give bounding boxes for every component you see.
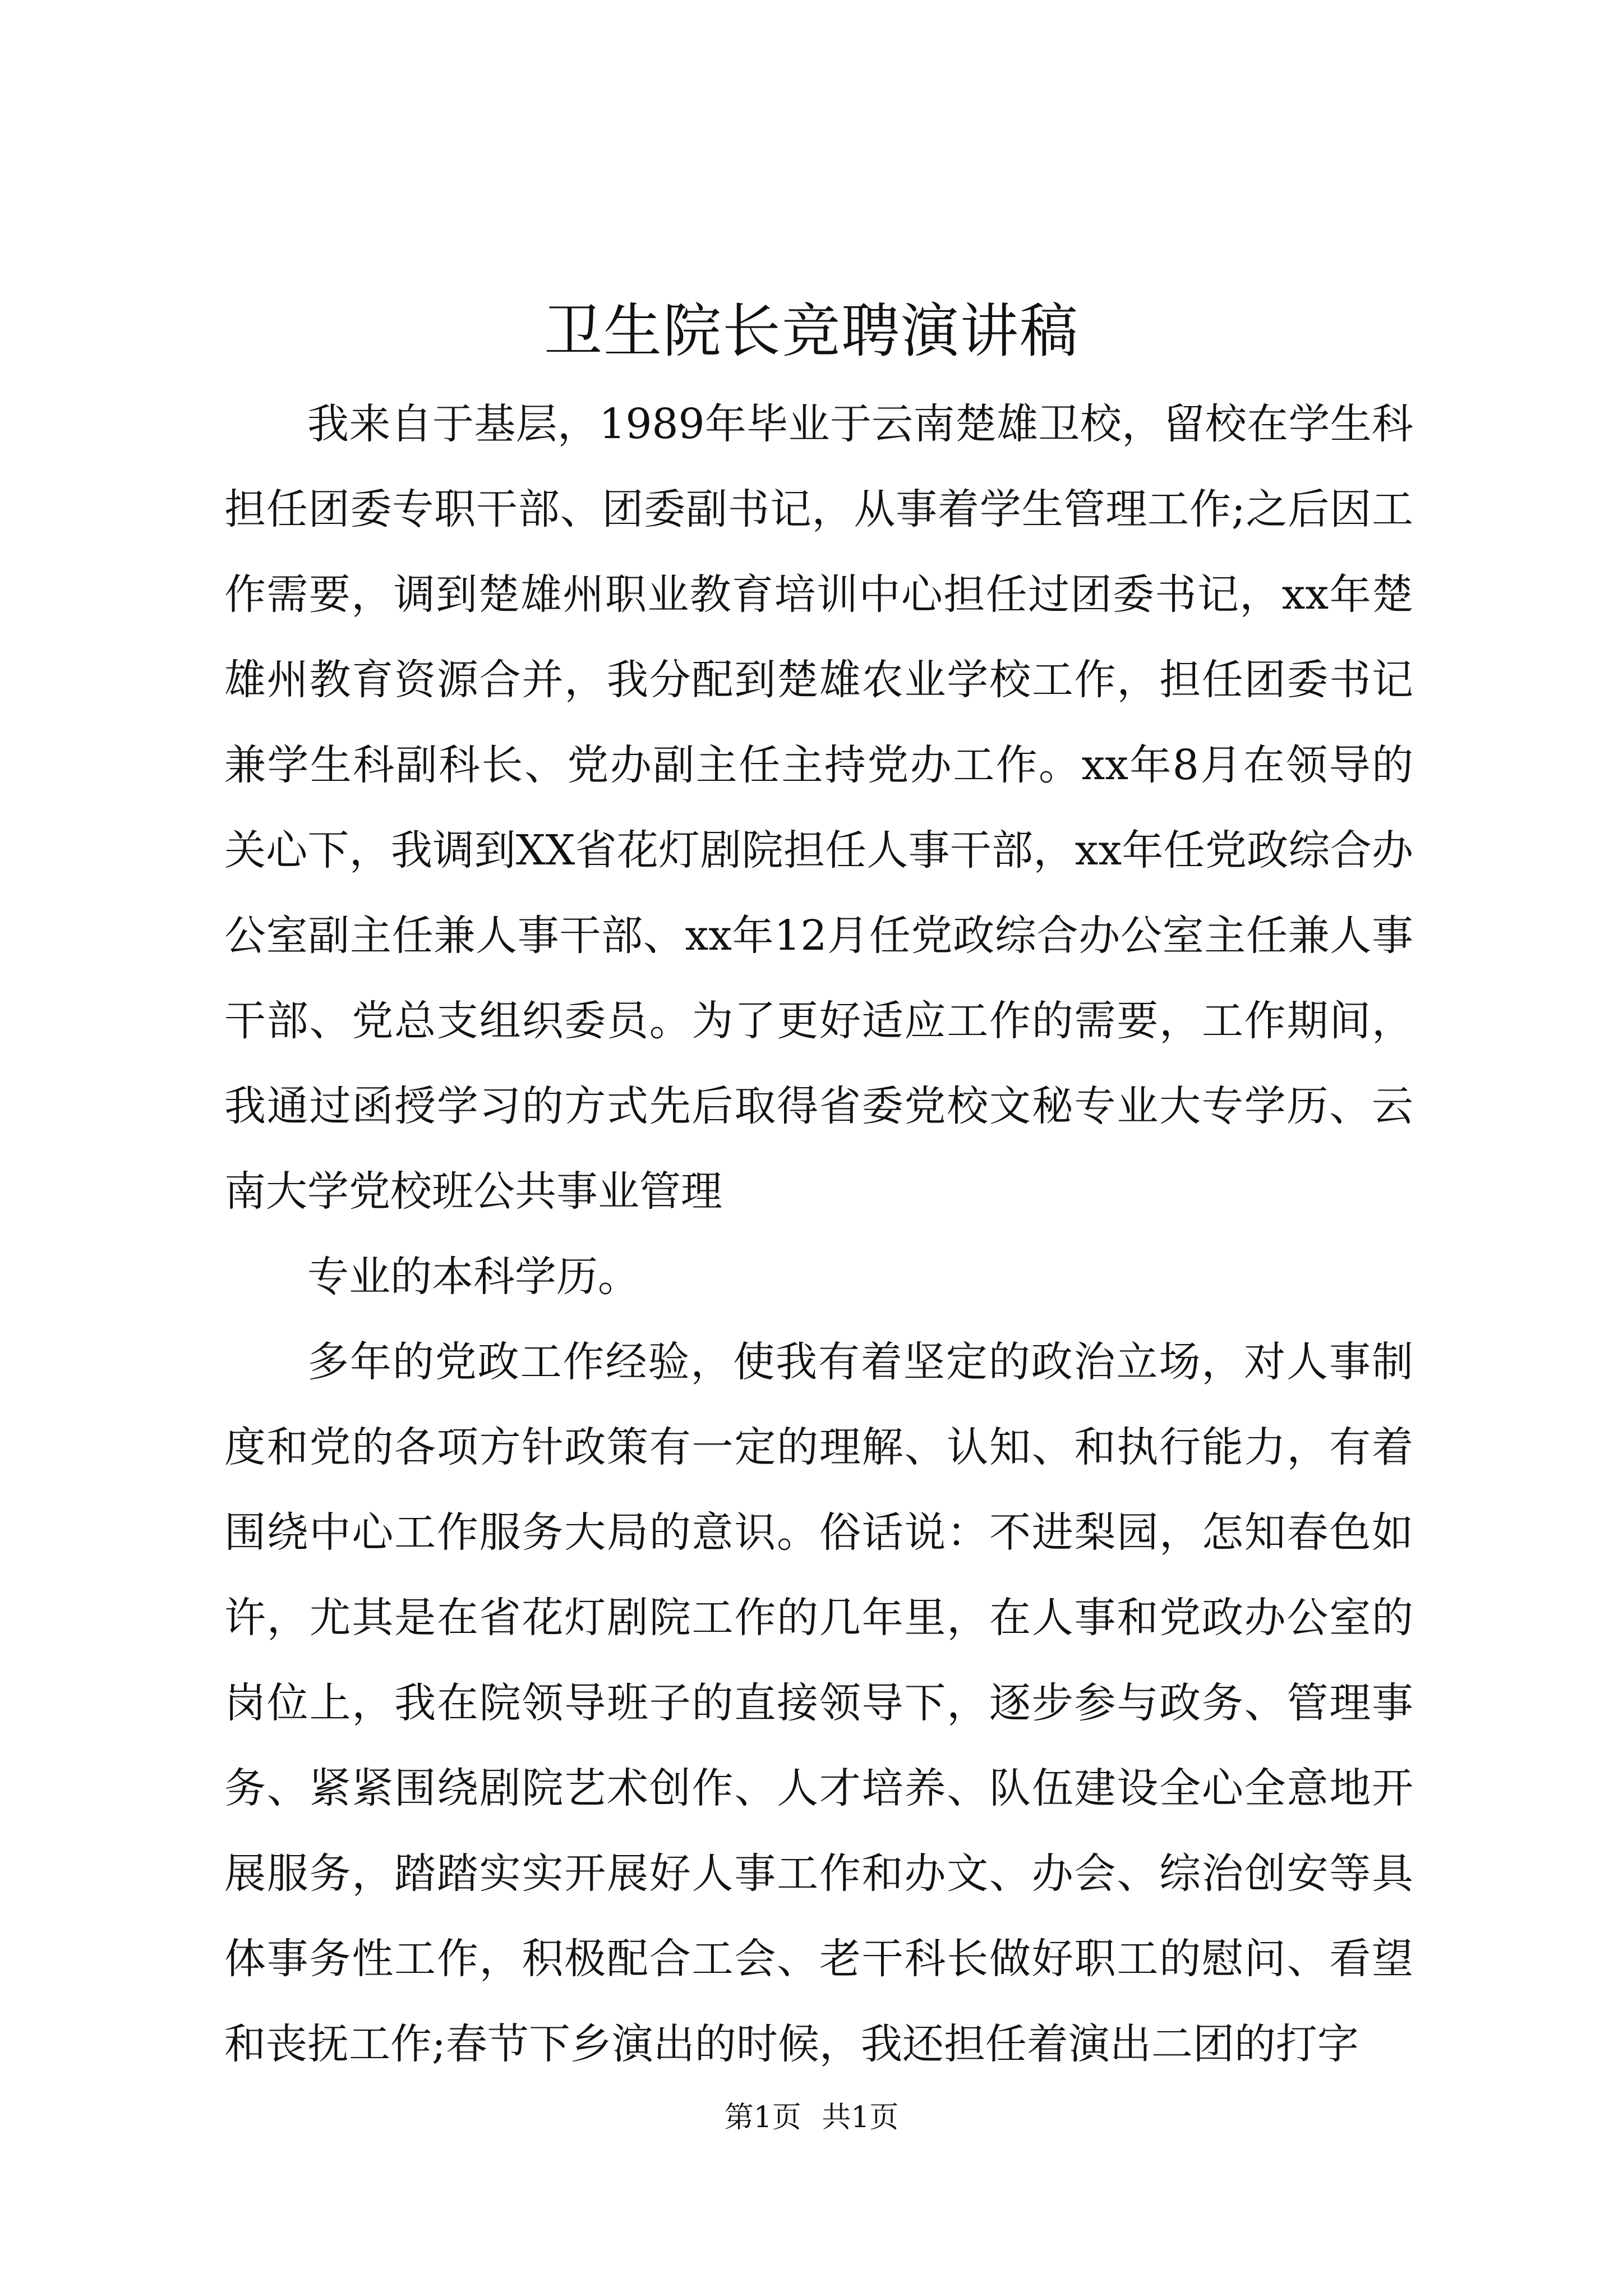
- document-title: 卫生院长竞聘演讲稿: [543, 297, 1079, 365]
- page-total: 共1页: [822, 2101, 899, 2134]
- paragraph: 我来自于基层，1989年毕业于云南楚雄卫校，留校在学生科担任团委专职干部、团委副书记，从事着学生管理工作;之后因工作需要，调到楚雄州职业教育培训中心担任过团委书记，xx年楚雄州教育资源合并，我分配到楚雄农业学校工作，担任团委书记兼学生科副科长、党办副主任主持党办工作。xx年8月在领导的关心下，我调到XX省花灯剧院担任人事干部，xx年任党政综合办公室副主任兼人事干部、xx年12月任党政综合办公室主任兼人事干部、党总支组织委员。为了更好适应工作的需要，工作期间，我通过函授学习的方式先后取得省委党校文秘专业大专学历、云南大学党校班公共事业管理: [224, 400, 1413, 1216]
- page-footer: [0, 2098, 1623, 2137]
- document-body: [224, 381, 1413, 2087]
- paragraph: 专业的本科学历。: [307, 1253, 639, 1301]
- page-number: 第1页: [724, 2101, 801, 2134]
- paragraph: 多年的党政工作经验，使我有着坚定的政治立场，对人事制度和党的各项方针政策有一定的理解、认知、和执行能力，有着围绕中心工作服务大局的意识。俗话说：不进梨园，怎知春色如许，尤其是在省花灯剧院工作的几年里，在人事和党政办公室的岗位上，我在院领导班子的直接领导下，逐步参与政务、管理事务、紧紧围绕剧院艺术创作、人才培养、队伍建设全心全意地开展服务，踏踏实实开展好人事工作和办文、办会、综治创安等具体事务性工作，积极配合工会、老干科长做好职工的慰问、看望和丧抚工作;春节下乡演出的时候，我还担任着演出二团的打字: [224, 1338, 1413, 2068]
